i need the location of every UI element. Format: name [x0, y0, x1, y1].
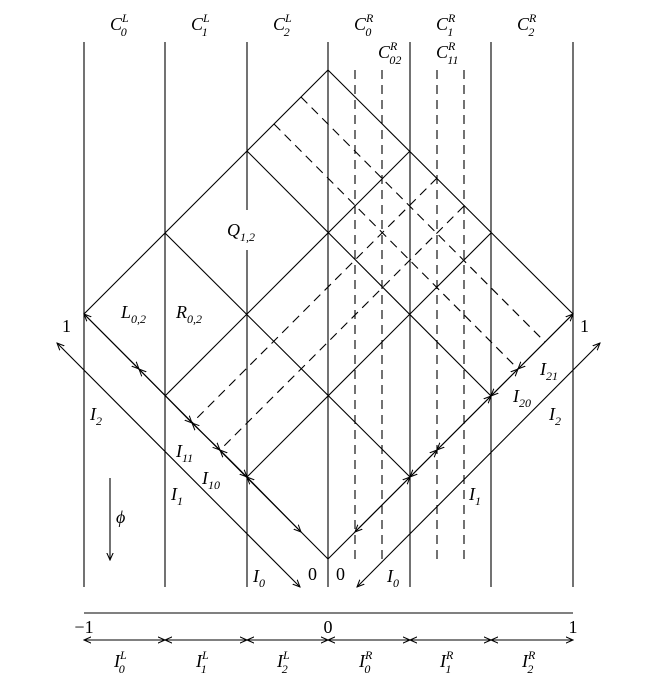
- interval-label-i2-right: $I_2$: [549, 404, 561, 428]
- right-long-arrow: [357, 343, 600, 587]
- grid-line: [165, 233, 410, 477]
- column-label-c02r: $C^R$ 02: [378, 39, 402, 67]
- label-zero-left: 0: [308, 564, 317, 584]
- column-label-c0r: $C^R$ 0: [354, 11, 374, 39]
- label-one-right: 1: [580, 316, 589, 336]
- axis-interval-labels: [113, 648, 536, 676]
- region-label-r02: $R_{0,2}$: [176, 302, 202, 326]
- dashed-line: [192, 178, 437, 423]
- column-label-c11r: $C^R$ 11: [436, 39, 459, 67]
- axis-interval-i2r: $I^R$ 2: [522, 648, 536, 676]
- column-label-c0l: $C^L$ 0: [110, 11, 129, 39]
- interval-label-i0-right: $I_0$: [387, 566, 399, 590]
- label-zero-right: 0: [336, 564, 345, 584]
- dashed-line: [301, 97, 545, 342]
- column-boundaries: [84, 42, 573, 587]
- dashed-line: [220, 206, 464, 450]
- region-label-q12: $Q_{1,2}$: [227, 220, 255, 244]
- interval-label-i1-right: $I_1$: [469, 484, 481, 508]
- interval-label-i1-left: $I_1$: [171, 484, 183, 508]
- axis-interval-i1r: $I^R$ 1: [440, 648, 454, 676]
- phi-label: ϕ: [116, 507, 126, 527]
- axis-tick-labels: [74, 617, 577, 637]
- label-one-left: 1: [62, 316, 71, 336]
- left-long-arrow: [57, 343, 300, 587]
- axis-tick-minus-one: −1: [74, 617, 94, 637]
- interval-label-i2-left: $I_2$: [90, 404, 102, 428]
- dashed-line: [274, 124, 518, 369]
- grid-line: [247, 151, 491, 396]
- interval-label-i11: $I_{11}$: [176, 441, 194, 465]
- region-labels: [120, 220, 255, 326]
- column-label-c2l: $C^L$ 2: [273, 11, 292, 39]
- tick-arrow: [410, 450, 437, 477]
- interval-label-i21: $I_{21}$: [540, 359, 558, 383]
- axis-interval-i1l: $I^L$ 1: [196, 648, 209, 676]
- axis-tick-zero: 0: [323, 617, 333, 637]
- axis-interval-i0l: $I^L$ 0: [114, 648, 127, 676]
- axis-interval-i0r: $I^R$ 0: [359, 648, 373, 676]
- edge-labels: [62, 316, 589, 584]
- region-label-l02: $L_{0,2}$: [121, 302, 147, 326]
- axis-interval-i2l: $I^L$ 2: [277, 648, 290, 676]
- column-label-c1r: $C^R$ 1: [436, 11, 456, 39]
- interval-label-i10: $I_{10}$: [202, 468, 220, 492]
- grid-line: [247, 233, 491, 477]
- tick-arrow: [220, 450, 247, 477]
- axis-tick-one: 1: [568, 617, 578, 637]
- column-headers: [110, 11, 537, 67]
- grid-line: [165, 151, 410, 396]
- interval-label-i20: $I_{20}$: [513, 386, 531, 410]
- tick-arrow: [247, 477, 301, 532]
- interval-label-i0-left: $I_0$: [253, 566, 265, 590]
- tick-arrow: [192, 423, 220, 450]
- column-label-c1l: $C^L$ 1: [191, 11, 210, 39]
- column-label-c2r: $C^R$ 2: [517, 11, 537, 39]
